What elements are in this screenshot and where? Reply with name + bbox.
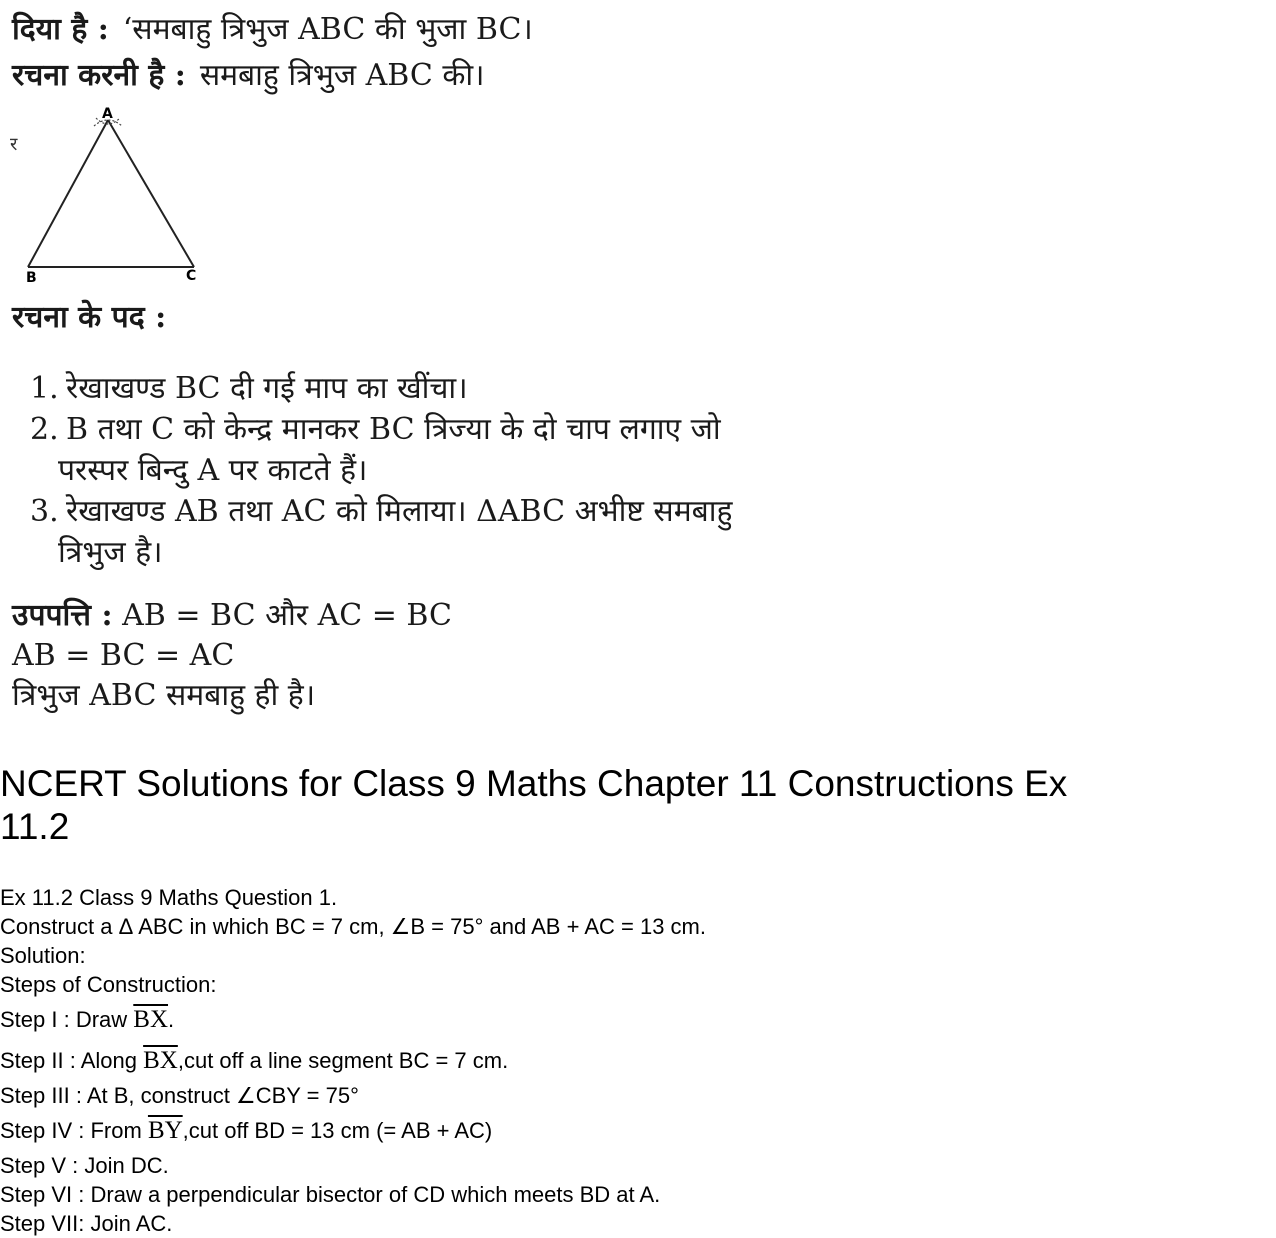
construction-steps <box>30 368 733 573</box>
article-body <box>0 762 1270 1238</box>
side-ac <box>108 120 194 267</box>
proof-block <box>12 596 452 716</box>
step-item: 2. B तथा C को केन्द्र मानकर BC त्रिज्या के दो चाप लगाए जो <box>30 412 721 447</box>
steps-label: Steps of Construction: <box>0 972 217 997</box>
vertex-c-label: C <box>186 268 197 284</box>
step-continuation: परस्पर बिन्दु A पर काटते हैं। <box>58 453 368 488</box>
given-label: दिया है : <box>12 12 109 47</box>
article-title: NCERT Solutions for Class 9 Maths Chapter 11 Constructions Ex 11.2 <box>0 763 1068 847</box>
side-ab <box>28 120 108 267</box>
construct-text: समबाहु त्रिभुज ABC की। <box>199 58 485 93</box>
step-7: Step VII: Join AC. <box>0 1211 173 1236</box>
step-5: Step V : Join DC. <box>0 1153 169 1178</box>
step-4: Step IV : From $\overline{BY},cut$ off BD = 13 cm (= AB + AC) <box>0 1117 493 1144</box>
given-line <box>12 10 533 50</box>
vertex-b-label: B <box>26 270 37 286</box>
construct-line <box>12 56 485 96</box>
triangle-figure <box>10 100 214 290</box>
step-item: 3. रेखाखण्ड AB तथा AC को मिलाया। ΔABC अभीष्ट समबाहु <box>30 494 733 529</box>
step-continuation: त्रिभुज है। <box>58 535 163 570</box>
ray-by: $\overline{BY}$ <box>147 1117 183 1144</box>
step-1: Step I : Draw $\overline{BX}$. <box>0 1006 175 1033</box>
proof-line: AB = BC = AC <box>12 638 235 673</box>
vertex-a-label: A <box>102 106 113 122</box>
given-text: ‘समबाहु त्रिभुज ABC की भुजा BC। <box>122 12 533 47</box>
step-3: Step III : At B, construct ∠CBY = 75° <box>0 1083 359 1108</box>
steps-heading: रचना के पद : <box>12 300 167 335</box>
proof-label: उपपत्ति : <box>12 598 113 633</box>
ray-bx: $\overline{BX}$ <box>133 1006 169 1033</box>
proof-line: उपपत्ति : AB = BC और AC = BC <box>12 598 452 633</box>
question-label: Ex 11.2 Class 9 Maths Question 1. <box>0 885 338 910</box>
step-item: 1. रेखाखण्ड BC दी गई माप का खींचा। <box>30 371 468 406</box>
step-2: Step II : Along $\overline{BX},cut$ off a line segment BC = 7 cm. <box>0 1047 509 1074</box>
solution-label: Solution: <box>0 943 86 968</box>
construct-label: रचना करनी है : <box>12 58 186 93</box>
stray-mark: र <box>10 134 18 155</box>
proof-line: त्रिभुज ABC समबाहु ही है। <box>12 678 316 713</box>
question-text: Construct a Δ ABC in which BC = 7 cm, ∠B = 75° and AB + AC = 13 cm. <box>0 914 706 939</box>
step-6: Step VI : Draw a perpendicular bisector of CD which meets BD at A. <box>0 1182 661 1207</box>
steps-heading-line <box>12 298 166 338</box>
ray-bx: $\overline{BX}$ <box>143 1047 178 1074</box>
